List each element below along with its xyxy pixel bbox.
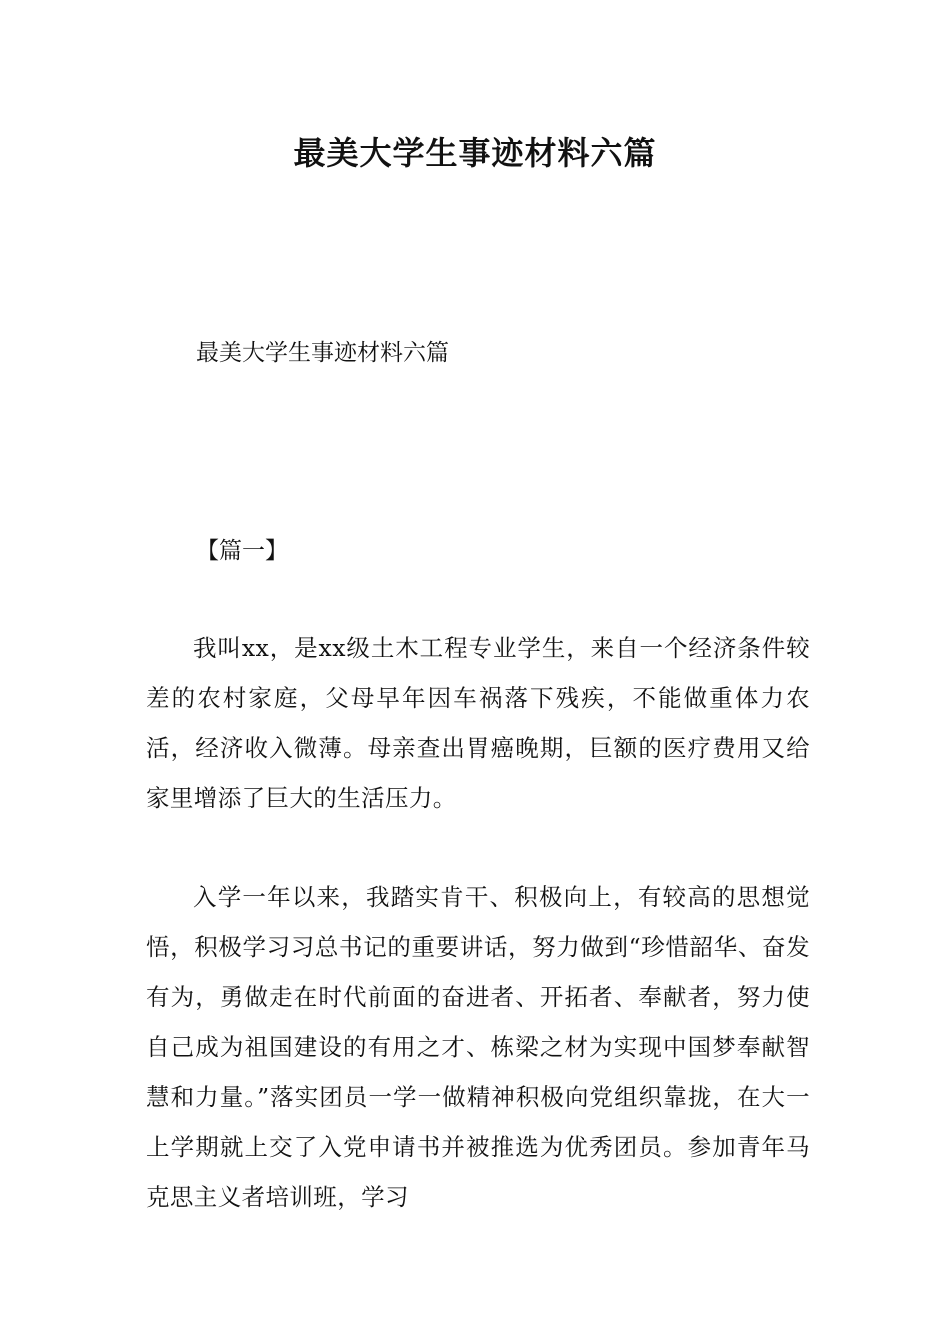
section-label: 【篇一】 <box>196 538 288 564</box>
paragraph: 入学一年以来，我踏实肯干、积极向上，有较高的思想觉悟，积极学习习总书记的重要讲话，努力做到“珍惜韶华、奋发有为，勇做走在时代前面的奋进者、开拓者、奉献者，努力使自己成为祖国建设的有用之才、栋梁之材为实现中国梦奉献智慧和力量。”落实团员一学一做精神积极向党组织靠拢，在大一上学期就上交了入党申请书并被推选为优秀团员。参加青年马克思主义者培训班，学习 <box>146 883 810 1211</box>
document-title: 最美大学生事迹材料六篇 <box>293 134 657 172</box>
paragraph: 我叫xx，是xx级土木工程专业学生，来自一个经济条件较差的农村家庭，父母早年因车祸落下残疾，不能做重体力农活，经济收入微薄。母亲查出胃癌晚期，巨额的医疗费用又给家里增添了巨大的生活压力。 <box>146 634 810 812</box>
document-subtitle: 最美大学生事迹材料六篇 <box>196 340 449 366</box>
